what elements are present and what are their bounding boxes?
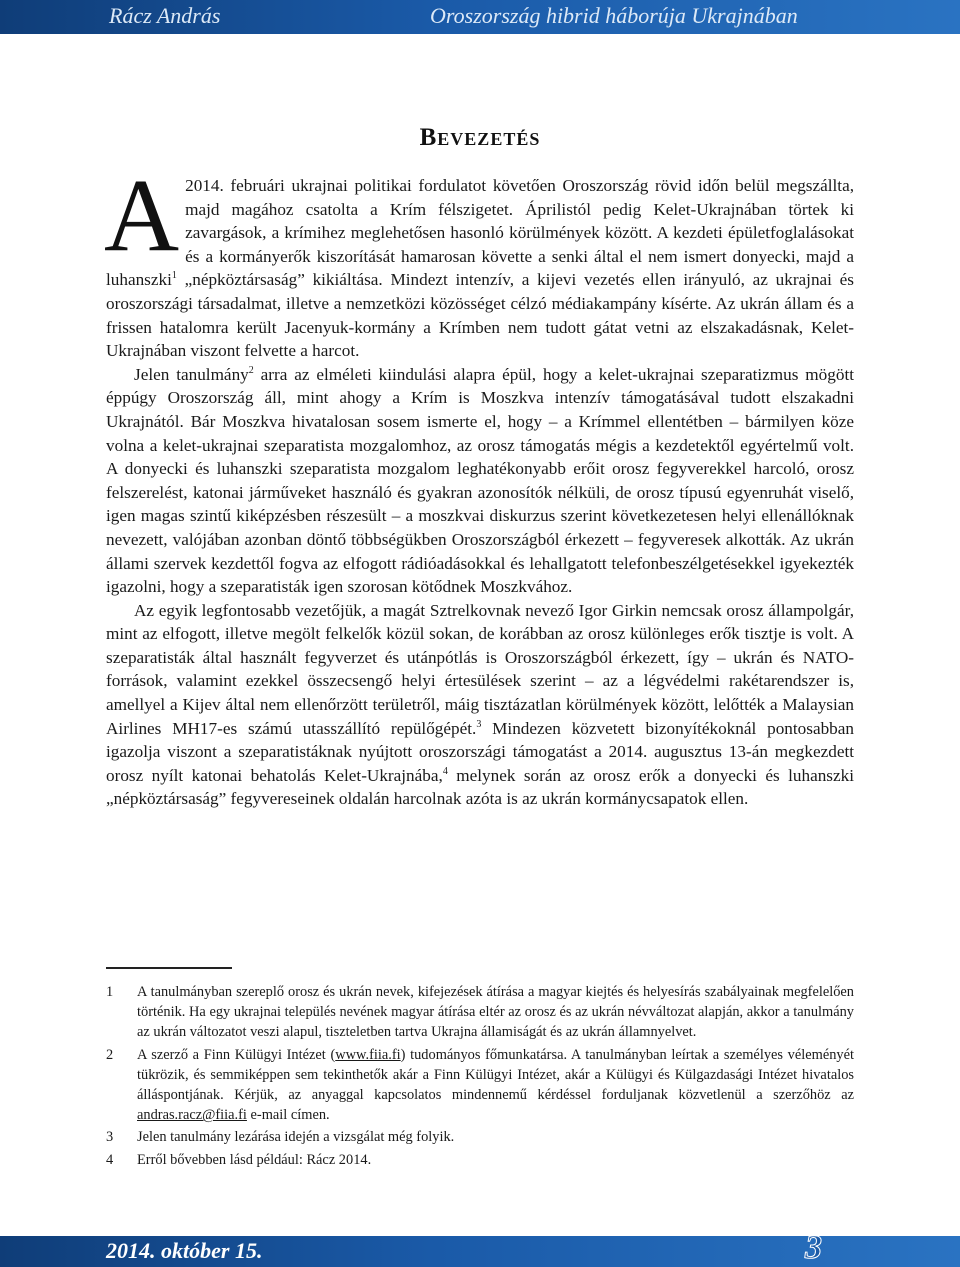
footnote-number: 1 [106, 984, 114, 1000]
footnote-divider [106, 967, 232, 969]
paragraph-1 [104, 158, 854, 363]
footnote [106, 982, 854, 1043]
body-text [104, 158, 854, 811]
paragraph-1-text-a: 2014. februári ukrajnai politikai fordulatot követően Oroszország rövid időn belül megszállta, majd magához csatolta a Krím félszigetet. Áprilistól pedig Kelet-Ukrajnában törtek ki zavargások, a krímihez meglehetősen hasonló körülmények között. A kezdeti épületfoglalásokat és a kormányerők kiszorítását hamarosan követte a senki által el nem ismert donyecki, majd a luhanszki [106, 176, 854, 290]
footnote [106, 1127, 854, 1147]
paragraph-2-text-b: arra az elméleti kiindulási alapra épül, hogy a kelet-ukrajnai szeparatizmus mögött éppúgy Oroszország áll, mint ahogy a Krím is Moszkva intenzív támogatásával tudott elszakadni Ukrajnától. Bár Moszkva hivatalosan sosem ismerte el, hogy – a Krímmel ellentétben – bármilyen köze volna a kelet-ukrajnai szeparatista mozgalomhoz, az orosz támogatás mégis a kezdetektől egyértelmű volt. A donyecki és luhanszki szeparatista mozgalom leghatékonyabb erőit orosz fegyverekkel harcoló, orosz felszerelést, katonai járműveket használó és gyakran azonosítók nélküli, de orosz típusú egyenruhát viselő, igen magas szintű kiképzésben részesült – a moszkvai diskurzus szerint következetesen helyi ellenállóknak nevezett, valójában azonban döntő többségükben Oroszországból érkezett – fegyveresek alkották. Az ukrán állami szervek kezdettől fogva az elfogott rádióadásokkal és lehallgatott telefonbeszélgetésekkel igyekezték igazolni, hogy a szeparatisták igen szorosan kötődnek Moszkvához. [106, 364, 854, 597]
paragraph-3-text-b: Mindezen közvetett bizonyítékoknál pontosabban igazolja viszont a szeparatistáknak nyújtott oroszországi támogatást a 2014. augusztus 13-án megkezdett orosz nyílt katonai behatolás Kelet-Ukrajnába, [106, 718, 854, 785]
footnote-number: 2 [106, 1046, 114, 1063]
page-number: 3 [805, 1229, 822, 1266]
drop-cap: A [104, 158, 180, 273]
paragraph-2 [106, 363, 854, 599]
footnote [106, 1045, 854, 1126]
footnote-ref-1[interactable]: 1 [171, 270, 177, 282]
footnote [106, 1150, 854, 1170]
footer-date: 2014. október 15. [106, 1238, 263, 1263]
paragraph-3-text-c: melynek során az orosz erők a donyecki és luhanszki „népköztársaság” fegyvereseinek oldalán harcolnak azóta is az ukrán kormánycsapatok ellen. [106, 765, 854, 809]
header-author: Rácz András [109, 3, 221, 28]
paragraph-1-text-b: „népköztársaság” kikiáltása. Mindezt intenzív, a kijevi vezetés ellen irányuló, az ukrajnai és oroszországi társadalmat, illetve a nemzetközi közösséget célzó médiakampány kísérte. Az ukrán állam és a frissen hatalomra került Jacenyuk-kormány a Krímben nem tudott gátat vetni az elszakadásnak, Kelet-Ukrajnában viszont felvette a harcot. [106, 270, 854, 361]
fiia-website-link[interactable]: www.fiia.fi [335, 1046, 401, 1063]
footnote-text-b: ) tudományos főmunkatársa. A tanulmányban leírtak a személyes véleményét tükrözik, és semmiképpen sem tekinthetők akár a Finn Külügyi Intézet, akár a Külügyi és Külgazdasági Intézet hivatalos álláspontjának. Kérjük, az anyaggal kapcsolatos mindennemű kérdéssel forduljanak közvetlenül a szerzőhöz az [137, 1046, 854, 1104]
footnote-number: 3 [106, 1129, 114, 1146]
footnotes [106, 982, 854, 1172]
footnote-text: Erről bővebben lásd például: Rácz 2014. [137, 1151, 372, 1168]
header-title: Oroszország hibrid háborúja Ukrajnában [430, 3, 798, 28]
footnote-number: 4 [106, 1151, 114, 1168]
footnote-text-c: e-mail címen. [246, 1107, 330, 1124]
footnote-ref-4[interactable]: 4 [442, 765, 448, 777]
footnote-text: Jelen tanulmány lezárása idején a vizsgálat még folyik. [137, 1129, 455, 1146]
footnote-text-a: A szerző a Finn Külügyi Intézet ( [137, 1046, 336, 1063]
author-email-link[interactable]: andras.racz@fiia.fi [137, 1107, 247, 1124]
footnote-ref-3[interactable]: 3 [476, 718, 482, 730]
footnote-ref-2[interactable]: 2 [248, 364, 254, 376]
paragraph-2-text-a: Jelen tanulmány [134, 364, 249, 384]
paragraph-3-text-a: Az egyik legfontosabb vezetőjük, a magát Sztrelkovnak nevező Igor Girkin nemcsak orosz állampolgár, mint az elfogott, illetve megölt felkelők közül sokan, de korábban az orosz különleges erők tisztje is volt. A szeparatisták által használt fegyverzet és utánpótlás is Oroszországból érkezett, így – ukrán és NATO-források, valamint ezekkel összecsengő helyi értesülések szerint – az a légvédelmi rakétarendszer is, amellyel a Kijev által nem ellenőrzött területről, máig tisztázatlan körülmények között, lelőtték a Malaysian Airlines MH17-es számú utasszállító repülőgépét. [106, 600, 854, 738]
running-header [0, 0, 960, 34]
paragraph-3 [106, 599, 854, 811]
section-title: Bevezetés [419, 124, 541, 151]
footnote-text: A tanulmányban szereplő orosz és ukrán nevek, kifejezések átírása a magyar kiejtés és helyesírás szabályainak megfelelően történik. Ha egy ukrajnai település nevének magyar átírása eltér az orosz és az ukrán névváltozat alapján, akkor a tanulmány az ukrán változatot veszi alapul, tiszteletben tartva Ukrajna államiságát és az ukrán államnyelvet. [137, 984, 854, 1041]
